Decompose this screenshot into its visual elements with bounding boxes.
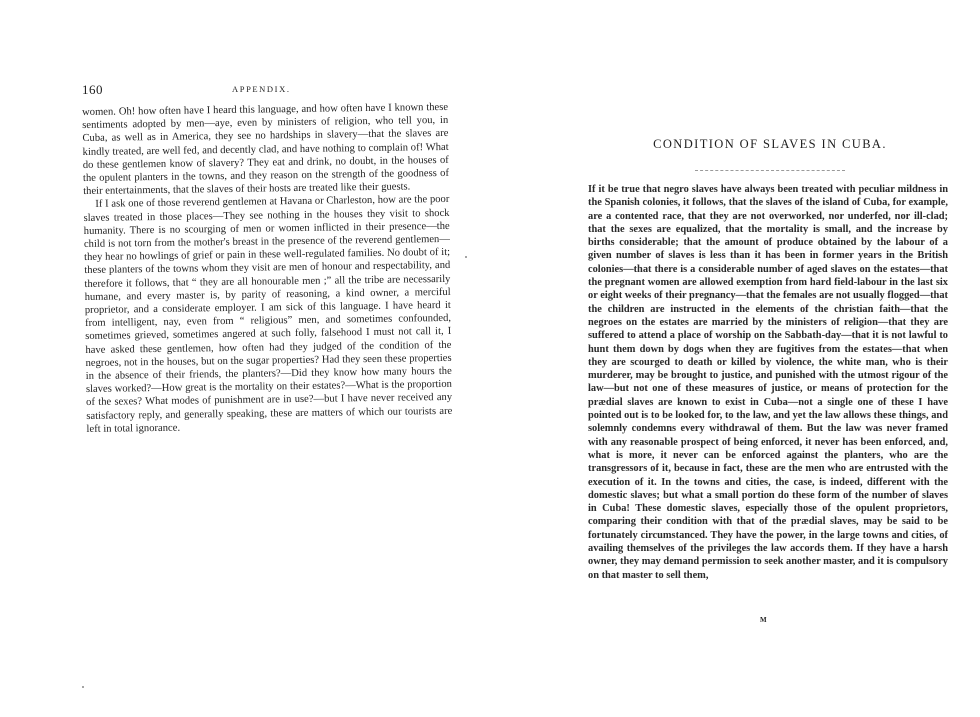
- right-text-block: [588, 183, 948, 582]
- page-number: 160: [82, 82, 103, 97]
- stray-ink-mark: [465, 256, 467, 258]
- signature-mark: M: [760, 616, 768, 624]
- right-page: [490, 0, 980, 717]
- left-text-block: [82, 101, 453, 436]
- left-paragraph-2: If I ask one of those reverend gentlemen at Havana or Charleston, how are the poor slaves treated in those places—They see nothing in the houses they visit to shock humanity. There is no scourging of men or women inflicted in their presence—the child is not torn from the mother's breast in the presence of the reverend gentlemen—they hear no howlings of grief or pain in these well-regulated families. No doubt of it; these planters of the towns whom they visit are men of honour and respectability, and therefore it follows, that “ they are all honourable men ;” all the tribe are necessarily humane, and every master is, by parity of reasoning, a kind owner, a merciful proprietor, and a considerate employer. I am sick of this language. I have heard it from intelligent, nay, even from “ religious” men, and sometimes confounded, sometimes grieved, sometimes angered at such folly, falsehood I must not call it, I have asked these gentlemen, how often had they judged of the condition of the negroes, not in the houses, but on the sugar properties? Had they seen these properties in the absence of their friends, the planters?—Did they know how many hours the slaves worked?—How great is the mortality on their estates?—What is the proportion of the sexes? What modes of punishment are in use?—but I have never received any satisfactory reply, and generally speaking, these are matters of which our tourists are left in total ignorance.: [83, 194, 453, 435]
- stray-ink-mark: [82, 686, 84, 688]
- title-rule: [695, 170, 845, 173]
- chapter-title: CONDITION OF SLAVES IN CUBA.: [653, 137, 887, 151]
- left-paragraph-1: women. Oh! how often have I heard this language, and how often have I known these sentiments adopted by men—aye, even by ministers of religion, who tell you, in Cuba, as well as in America, they see no hardships in slavery—that the slaves are kindly treated, are well fed, and decently clad, and have nothing to complain of! What do these gentlemen know of slavery? They eat and drink, no doubt, in the houses of the opulent planters in the towns, and they reason on the strength of the goodness of their entertainments, that the slaves of their hosts are treated like their guests.: [82, 101, 450, 198]
- right-paragraph-1: If it be true that negro slaves have always been treated with peculiar mildness in the Spanish colonies, it follows, that the slaves of the island of Cuba, for example, are a contented race, that they are not overworked, nor underfed, nor ill-clad; that the sexes are equalized, that the mortality is small, and the increase by births considerable; that the amount of produce obtained by the labour of a given number of slaves is less than it has been in former years in the British colonies—that there is a considerable number of aged slaves on the estates—that the pregnant women are allowed exemption from hard field-labour in the last six or eight weeks of their pregnancy—that the females are not usually flogged—that the children are instructed in the elements of the christian faith—that the negroes on the estates are married by the ministers of religion—that they are suffered to attend a place of worship on the Sabbath-day—that it is not lawful to hunt them down by dogs when they are fugitives from the estates—that when they are scourged to death or killed by violence, the white man, who is their murderer, may be brought to justice, and punished with the utmost rigour of the law—but not one of these measures of justice, or means of protection for the prædial slaves are known to exist in Cuba—not a single one of these I have pointed out is to be looked for, to the law, and yet the law allows these things, and solemnly condemns every withdrawal of them. But the law was never framed with any reasonable prospect of being enforced, it never has been enforced, and, what is more, it never can be enforced against the planters, who are the transgressors of it, because in fact, these are the men who are entrusted with the execution of it. In the towns and cities, the case, is indeed, different with the domestic slaves; but what a small portion do these form of the number of slaves in Cuba! These domestic slaves, especially those of the opulent proprietors, comparing their condition with that of the prædial slaves, may be said to be fortunately circumstanced. They have the power, in the large towns and cities, of availing themselves of the privileges the law accords them. If they have a harsh owner, they may demand permission to seek another master, and it is compulsory on that master to sell them,: [588, 184, 948, 581]
- running-head: APPENDIX.: [232, 84, 291, 94]
